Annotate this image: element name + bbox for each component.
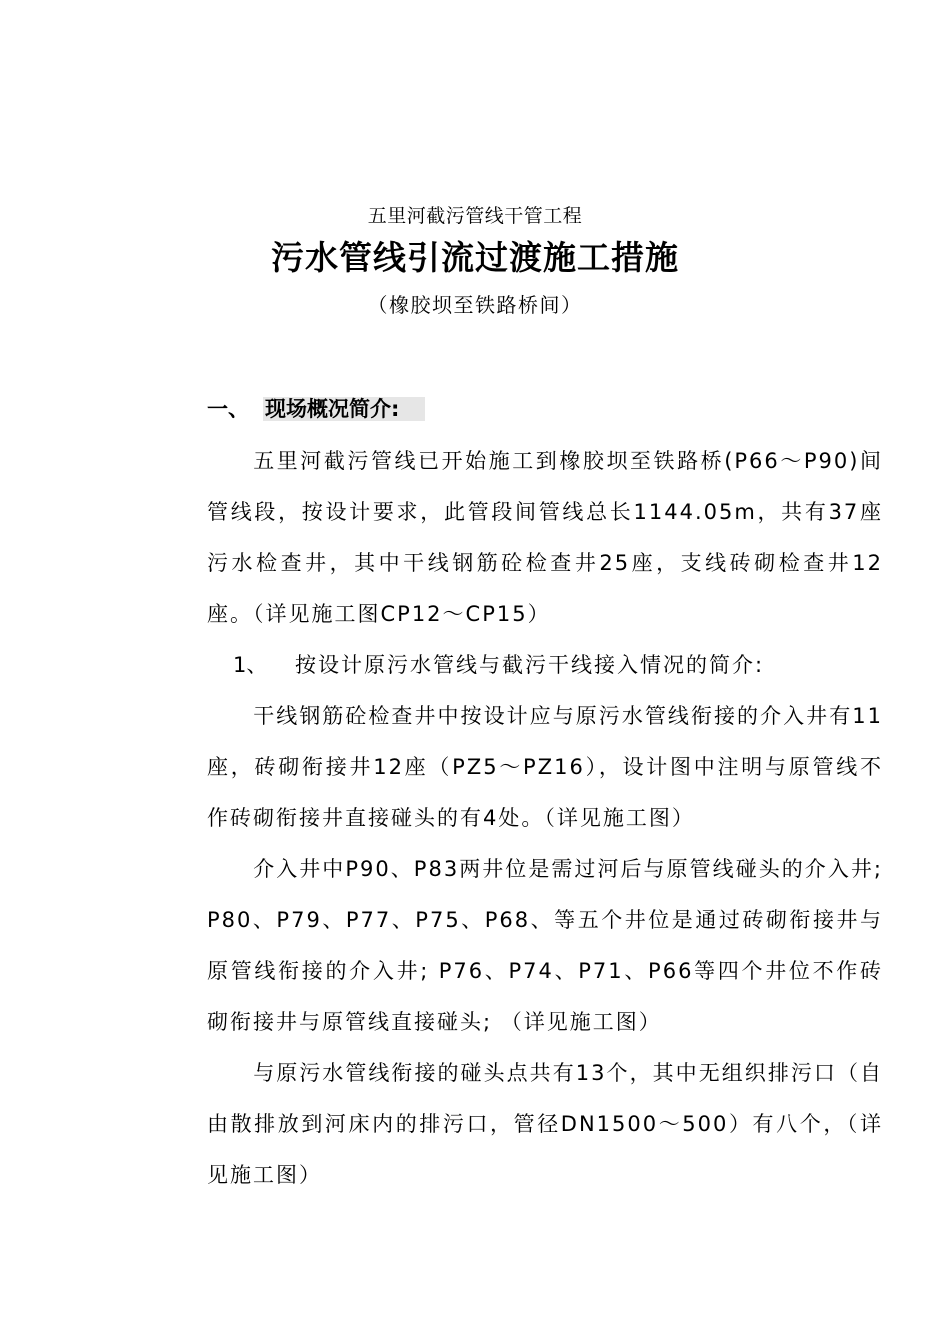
project-subtitle: 五里河截污管线干管工程 bbox=[367, 205, 583, 227]
range-note: （橡胶坝至铁路桥间） bbox=[367, 293, 583, 317]
item-heading bbox=[207, 640, 883, 691]
document-title: 污水管线引流过渡施工措施 bbox=[271, 238, 679, 277]
body-paragraph: 与原污水管线衔接的碰头点共有13个，其中无组织排污口（自由散排放到河床内的排污口，管径DN1500～500）有八个，（详见施工图） bbox=[207, 1061, 883, 1187]
item-heading-label: 按设计原污水管线与截污干线接入情况的简介: bbox=[295, 653, 765, 677]
section-heading bbox=[207, 393, 425, 425]
section-heading-label: 现场概况简介: bbox=[263, 397, 425, 421]
body-paragraph: 干线钢筋砼检查井中按设计应与原污水管线衔接的介入井有11座，砖砌衔接井12座（PZ5～PZ16），设计图中注明与原管线不作砖砌衔接井直接碰头的有4处。（详见施工图） bbox=[207, 704, 883, 830]
body-paragraph: 介入井中P90、P83两井位是需过河后与原管线碰头的介入井; P80、P79、P77、P75、P68、等五个井位是通过砖砌衔接井与原管线衔接的介入井; P76、P74、P71、P66等四个井位不作砖砌衔接井与原管线直接碰头; （详见施工图） bbox=[207, 857, 883, 1034]
item-number: 1、 bbox=[233, 653, 268, 677]
intro-paragraph: 五里河截污管线已开始施工到橡胶坝至铁路桥(P66～P90)间管线段，按设计要求，此管段间管线总长1144.05m，共有37座污水检查井，其中干线钢筋砼检查井25座，支线砖砌检查井12座。（详见施工图CP12～CP15） bbox=[207, 449, 883, 626]
section-body bbox=[207, 436, 883, 1201]
section-number: 一、 bbox=[207, 397, 249, 421]
